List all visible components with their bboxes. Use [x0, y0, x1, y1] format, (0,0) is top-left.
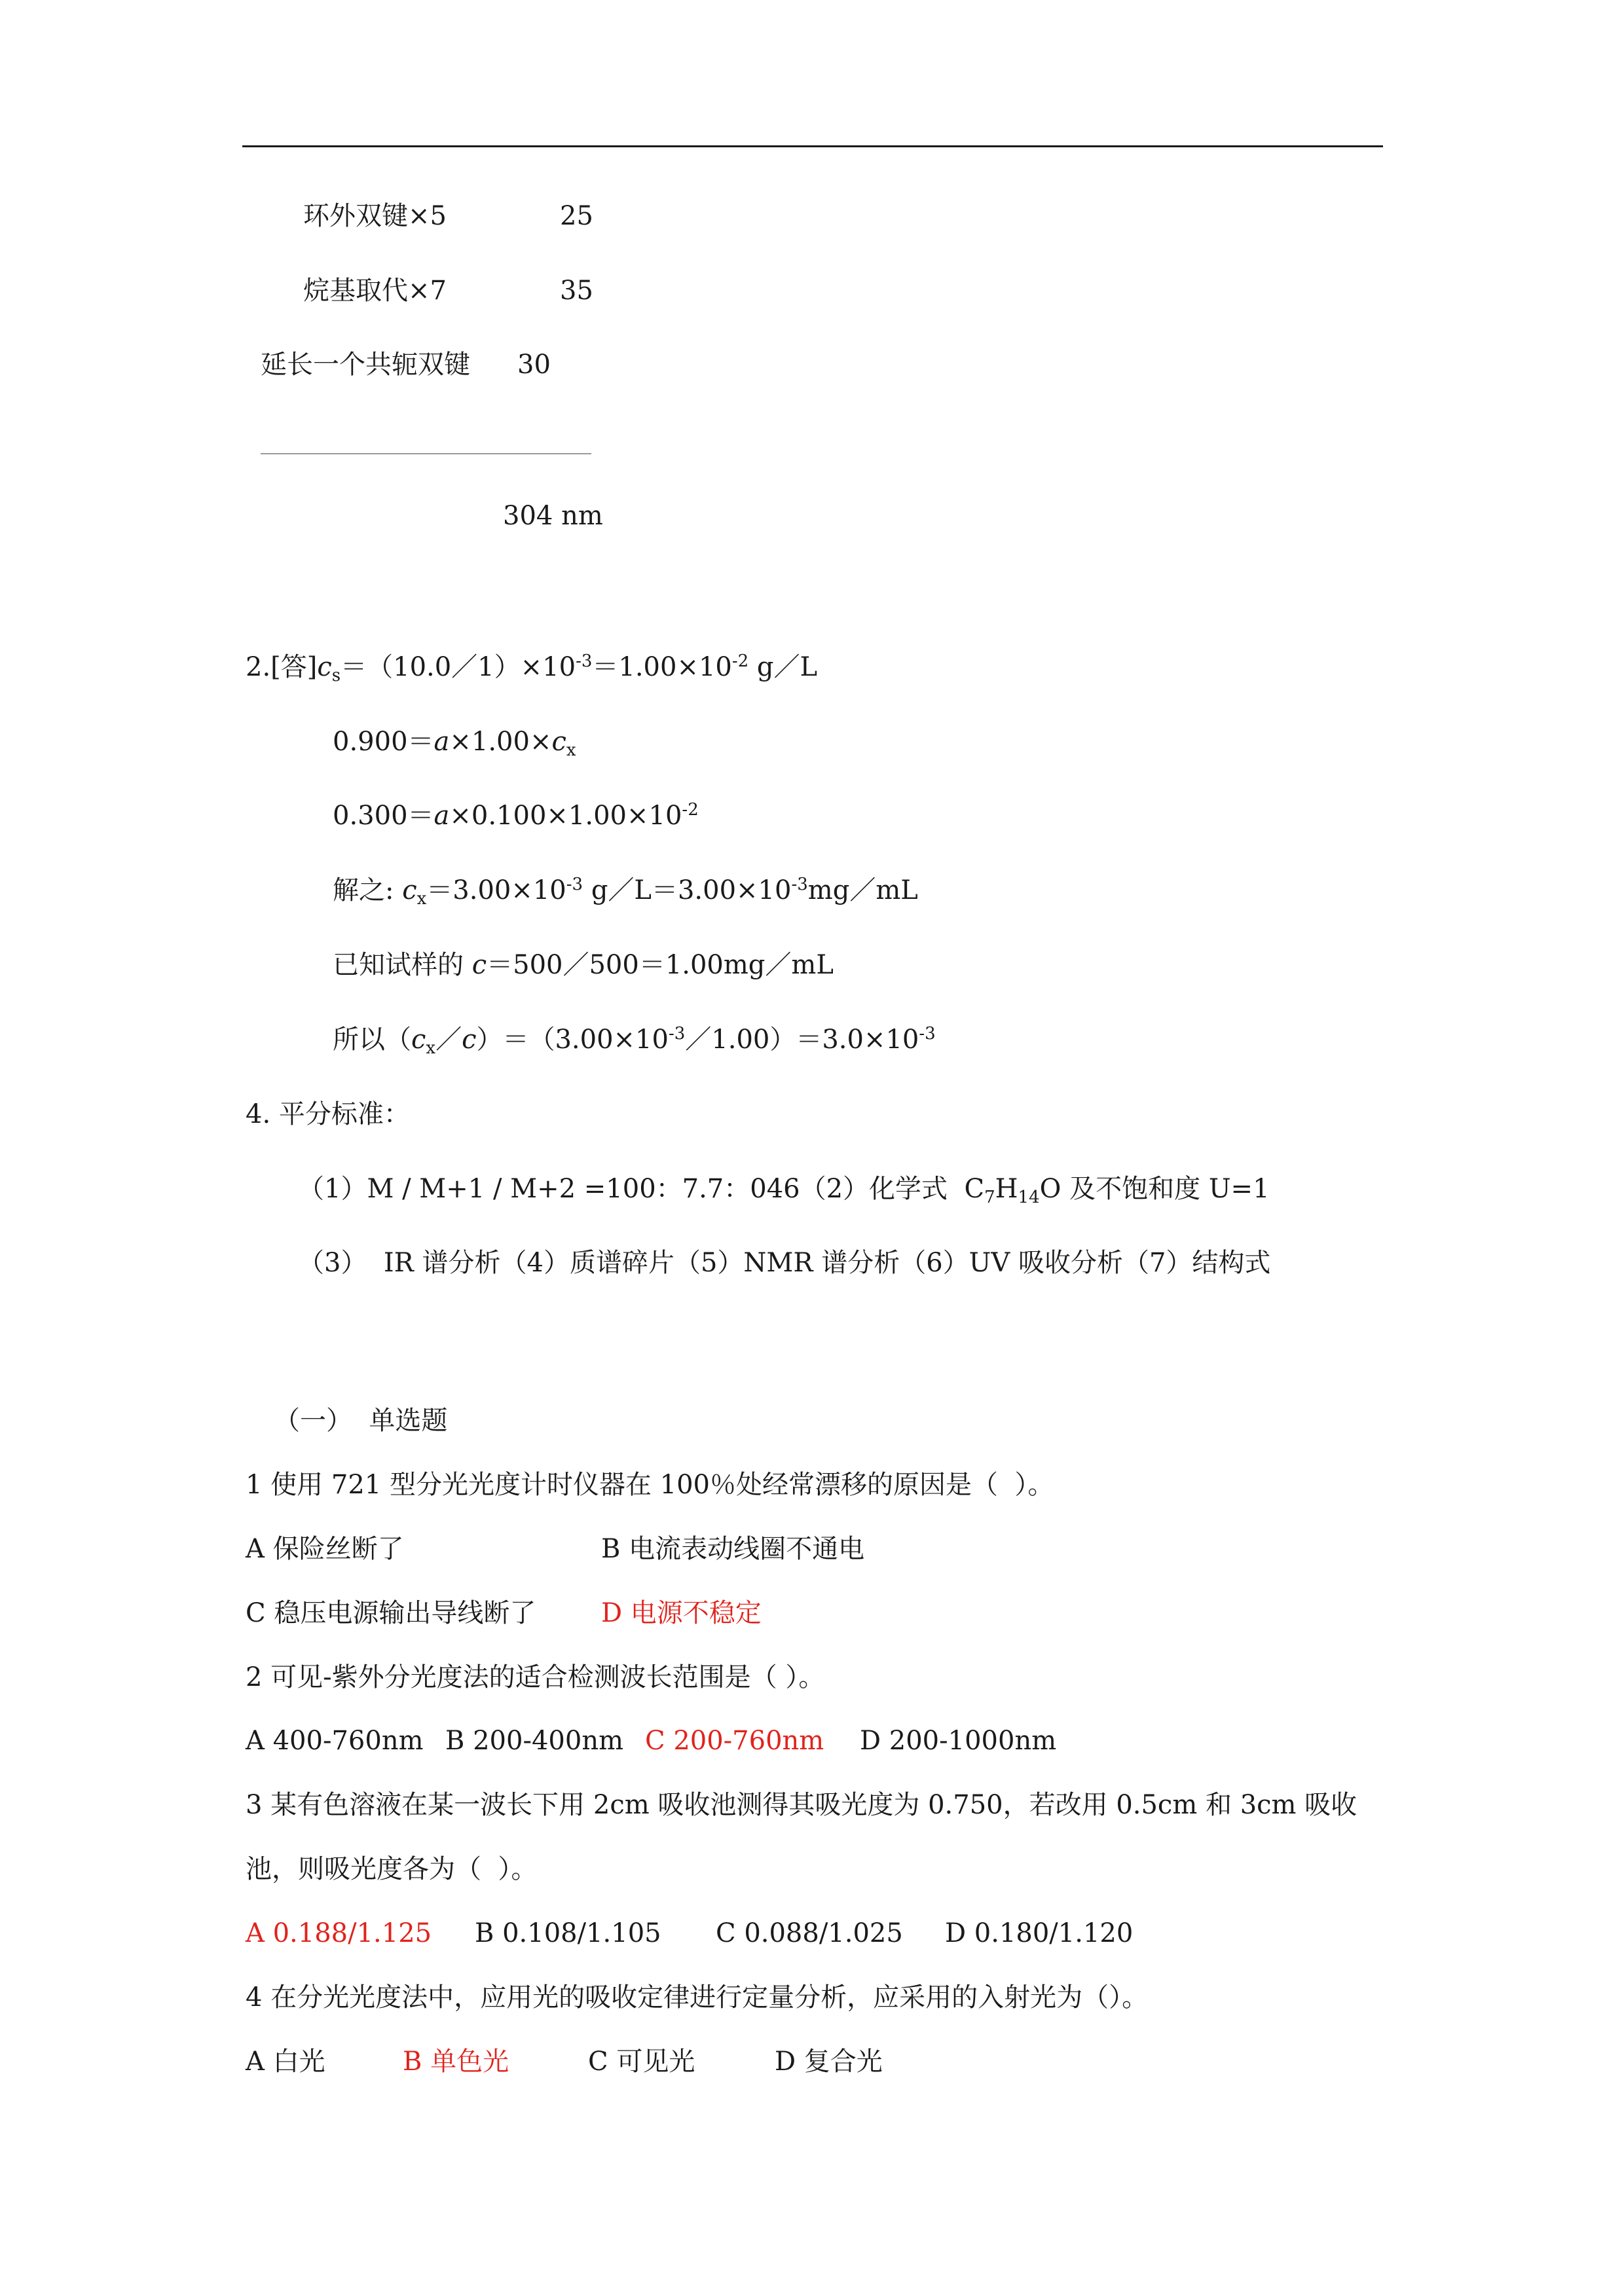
q4-heading: 4. 平分标准：	[246, 1099, 410, 1129]
q2-line4: 解之: $c_x=3.00\times 10^{-3}$ $g/L=3.00\times 10^{-3}mg/mL$	[333, 875, 918, 909]
q2-line3: $0.300=a\times 0.100\times 1.00\times 10^{-2}$	[333, 800, 699, 831]
calc-row2-label: 烷基取代×7	[303, 276, 447, 306]
question-4-stem: 4 在分光光度法中，应用光的吸收定律进行定量分析，应采用的入射光为（）。	[246, 1982, 1149, 2013]
q2-line2: $0.900=a\times 1.00\times c_x$	[333, 727, 576, 760]
calc-row1-label: 环外双键×5	[303, 201, 447, 231]
q2-line1: 2.[答]$c_s=(10.0/1)\times 10^{-3}=1.00\times 10^{-2}$ g／L	[246, 651, 818, 685]
q1-option-a: A 保险丝断了	[246, 1534, 404, 1564]
q2-option-b: B 200-400nm	[445, 1726, 624, 1756]
q3-option-b: B 0.108/1.105	[475, 1918, 661, 1948]
q2-option-a: A 400-760nm	[246, 1726, 424, 1756]
question-1-stem: 1 使用 721 型分光光度计时仪器在 100％处经常漂移的原因是（ ）。	[246, 1470, 1054, 1500]
question-3-stem-line2: 池，则吸光度各为（ ）。	[246, 1854, 538, 1884]
q1-option-b: B 电流表动线圈不通电	[601, 1534, 865, 1564]
q4-line2: （3） IR 谱分析（4）质谱碎片（5）NMR 谱分析（6）UV 吸收分析（7）结构式	[298, 1248, 1271, 1278]
q4-option-d: D 复合光	[775, 2047, 883, 2077]
calc-row1-value: 25	[560, 201, 593, 231]
q4-option-b-answer: B 单色光	[403, 2047, 509, 2077]
sum-rule	[261, 453, 591, 454]
question-3-stem-line1: 3 某有色溶液在某一波长下用 2cm 吸收池测得其吸光度为 0.750，若改用 0.5cm 和 3cm 吸收	[246, 1790, 1357, 1820]
calc-row2-value: 35	[560, 276, 593, 306]
calc-row3-value: 30	[517, 350, 551, 380]
q4-option-c: C 可见光	[588, 2047, 695, 2077]
q1-option-c: C 稳压电源输出导线断了	[246, 1598, 536, 1628]
q2-line6: 所以$(c_x/c)=(3.00\times 10^{-3}/1.00)=3.0\times 10^{-3}$	[333, 1024, 936, 1058]
q1-option-d-answer: D 电源不稳定	[601, 1598, 762, 1628]
header-rule	[242, 145, 1383, 147]
section-title: （一） 单选题	[274, 1406, 448, 1436]
q2-option-c-answer: C 200-760nm	[645, 1726, 824, 1756]
q4-option-a: A 白光	[246, 2047, 325, 2077]
q2-line5: 已知试样的 c＝500／500＝1.00mg／mL	[333, 950, 834, 980]
q3-option-a-answer: A 0.188/1.125	[246, 1918, 432, 1948]
q3-option-d: D 0.180/1.120	[945, 1918, 1134, 1948]
calc-row3-label: 延长一个共轭双键	[261, 350, 470, 380]
q4-line1: （1）M / M+1 / M+2 =100：7.7：046（2）化学式 $C_7H_{14}O$ 及不饱和度 U=1	[298, 1174, 1270, 1207]
q2-option-d: D 200-1000nm	[860, 1726, 1057, 1756]
question-2-stem: 2 可见-紫外分光度法的适合检测波长范围是（ ）。	[246, 1662, 825, 1692]
calc-total: 304 nm	[503, 501, 603, 531]
q3-option-c: C 0.088/1.025	[716, 1918, 903, 1948]
